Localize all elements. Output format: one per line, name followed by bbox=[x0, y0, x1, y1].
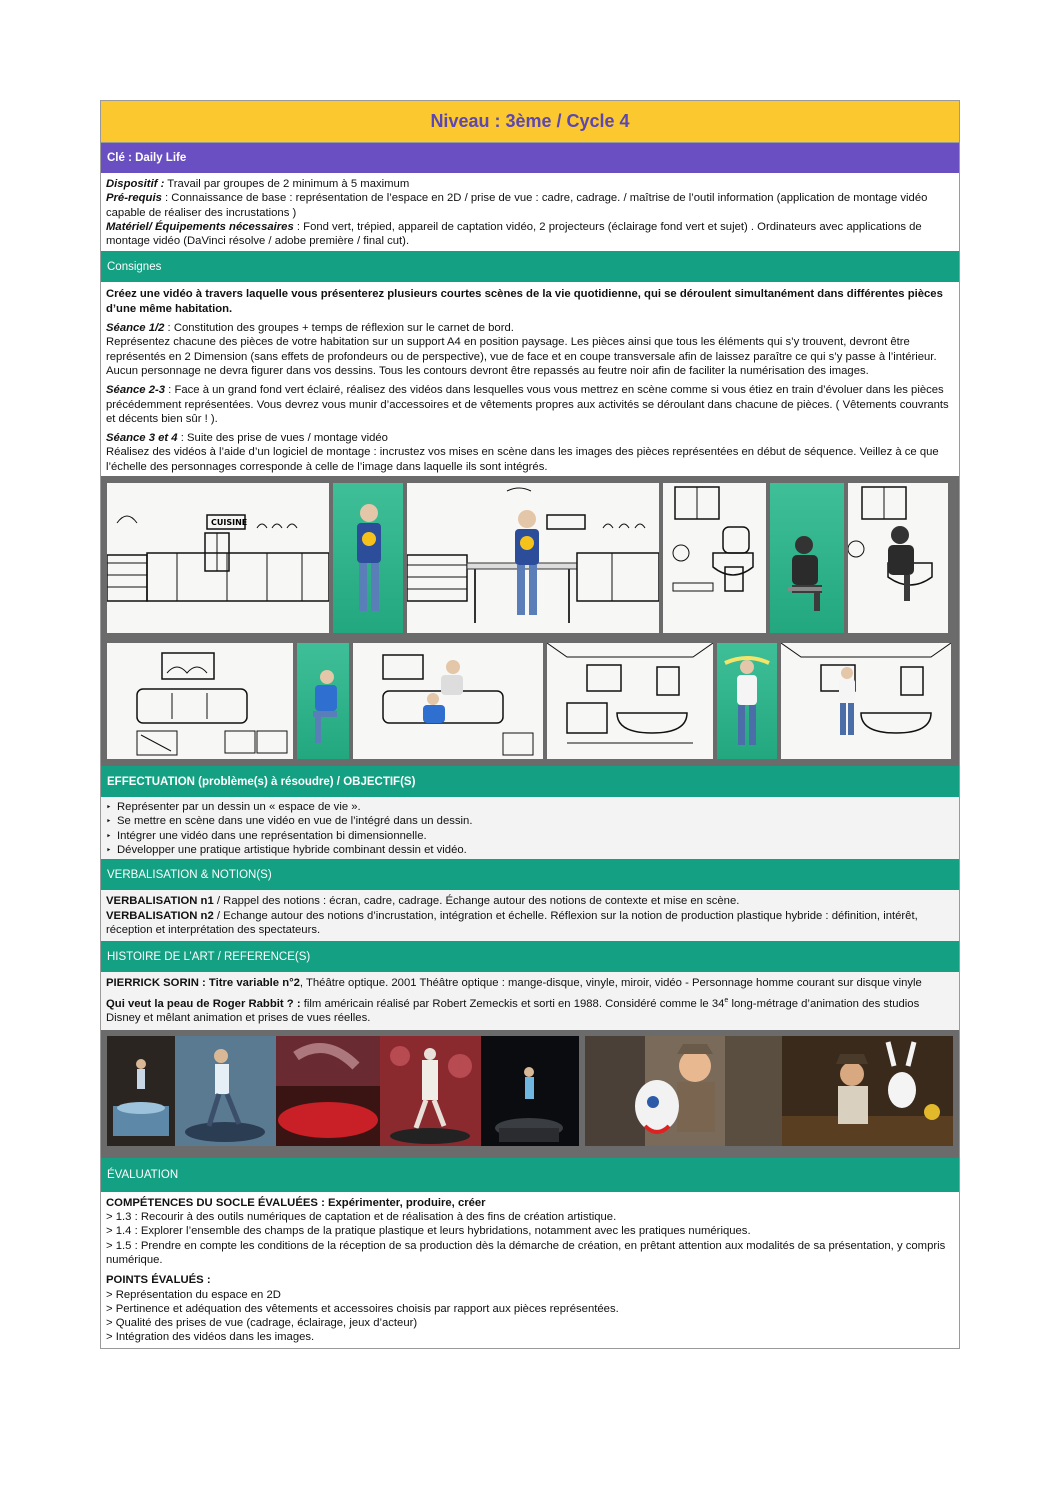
verbalisation-block bbox=[101, 890, 959, 941]
reference-sorin bbox=[106, 976, 954, 990]
seance-2-line bbox=[106, 383, 954, 426]
green-screen-photo bbox=[770, 483, 844, 633]
evaluation-bar: ÉVALUATION bbox=[101, 1158, 959, 1192]
reference-roger-rabbit bbox=[106, 994, 954, 1025]
list-item-text: Intégrer une vidéo dans une représentation bi dimensionnelle. bbox=[117, 829, 427, 842]
effectuation-bar: EFFECTUATION (problème(s) à résoudre) / OBJECTIF(S) bbox=[101, 766, 959, 797]
dispositif-label: Dispositif : bbox=[106, 178, 165, 190]
verbalisation-2-label: VERBALISATION n2 bbox=[106, 909, 214, 922]
verbalisation-1-text: / Rappel des notions : écran, cadre, cadrage. Échange autour des notions de contexte et mise en scène. bbox=[213, 895, 740, 908]
verbalisation-2 bbox=[106, 909, 954, 938]
competence-item: > 1.5 : Prendre en compte les conditions de la réception de sa production dès la démarche de création, en prêtant attention aux modalités de sa présentation, y compris numérique. bbox=[106, 1239, 946, 1266]
list-item-text: Représenter par un dessin un « espace de vie ». bbox=[117, 801, 361, 814]
verbalisation-1-label: VERBALISATION n1 bbox=[106, 895, 214, 908]
consignes-lead: Créez une vidéo à travers laquelle vous présenterez plusieurs courtes scènes de la vie quotidienne, qui se déroulent simultanément dans différentes pièces d’une même habitation. bbox=[106, 288, 943, 315]
roger-rabbit-still bbox=[585, 1036, 782, 1146]
histoire-block bbox=[101, 972, 959, 1030]
kitchen-sketch-image bbox=[107, 483, 329, 633]
reference-gallery bbox=[101, 1030, 959, 1158]
reference-roger-text-2: long-métrage d’animation des studios Disney et mêlant animation et prises de vues réelles. bbox=[106, 998, 920, 1025]
toilet-sketch-image bbox=[663, 483, 766, 633]
seance-1-body-2: Aucun personnage ne devra figurer dans vos dessins. Tous les contours devront être repassés au feutre noir afin de faciliter la numérisation des images. bbox=[106, 364, 869, 377]
evaluation-block bbox=[101, 1192, 959, 1348]
effectuation-list bbox=[101, 797, 959, 859]
prerequis-text: : Connaissance de base : représentation de l’espace en 2D / prise de vue : cadre, cadrage. / maîtrise de l’outil information (application de montage vidéo capable de réaliser des incrustations ) bbox=[106, 192, 928, 219]
competence-item: > 1.3 : Recourir à des outils numériques de captation et de réalisation à des fins de création artistique. bbox=[106, 1211, 617, 1224]
bathroom-composite-image bbox=[781, 643, 951, 759]
sorin-photo bbox=[276, 1036, 380, 1146]
points-title: POINTS ÉVALUÉS : bbox=[106, 1274, 211, 1287]
materiel-line bbox=[106, 220, 954, 249]
point-item: > Pertinence et adéquation des vêtements et accessoires choisis par rapport aux pièces représentées. bbox=[106, 1302, 619, 1315]
seance-2-label: Séance 2-3 bbox=[106, 384, 166, 397]
competences-title: COMPÉTENCES DU SOCLE ÉVALUÉES : Expérimenter, produire, créer bbox=[106, 1196, 486, 1209]
living-room-sketch-image bbox=[107, 643, 293, 759]
living-room-composite-image bbox=[353, 643, 543, 759]
reference-sorin-text: , Théâtre optique. 2001 Théâtre optique : mange-disque, vinyle, miroir, vidéo - Personnage homme courant sur disque vinyle bbox=[299, 977, 922, 990]
verbalisation-bar: VERBALISATION & NOTION(S) bbox=[101, 859, 959, 890]
seance-3-line bbox=[106, 431, 954, 445]
seance-3-body: Réalisez des vidéos à l’aide d’un logiciel de montage : incrustez vos mises en scène dans les images des pièces représentées en début de séquence. Veillez à ce que l’échelle des personnages corresponde à celle de l’image dans laquelle ils sont intégrés. bbox=[106, 446, 939, 473]
seance-3-text: : Suite des prise de vues / montage vidéo bbox=[177, 432, 388, 445]
sorin-photo bbox=[481, 1036, 579, 1146]
list-item bbox=[106, 829, 954, 843]
bullet-icon: ‣ bbox=[106, 816, 112, 827]
page-title: Niveau : 3ème / Cycle 4 bbox=[101, 101, 959, 143]
verbalisation-1 bbox=[106, 894, 954, 908]
dispositif-line bbox=[106, 177, 954, 191]
histoire-bar: HISTOIRE DE L’ART / REFERENCE(S) bbox=[101, 941, 959, 972]
materiel-label: Matériel/ Équipements nécessaires bbox=[106, 220, 294, 233]
kitchen-composite-image bbox=[407, 483, 659, 633]
sorin-photo bbox=[175, 1036, 277, 1146]
consignes-bar: Consignes bbox=[101, 251, 959, 282]
ordinal-sup: e bbox=[724, 997, 729, 1005]
consignes-block bbox=[101, 282, 959, 476]
seance-1-label: Séance 1/2 bbox=[106, 322, 165, 335]
verbalisation-2-text: / Echange autour des notions d’incrustation, intégration et échelle. Réflexion sur la notion de production plastique hybride : définition, intérêt, réception et interprétation des spectateurs. bbox=[106, 909, 918, 936]
sorin-photo bbox=[380, 1036, 482, 1146]
list-item bbox=[106, 814, 954, 828]
lesson-sheet bbox=[100, 100, 960, 1349]
reference-roger-label: Qui veut la peau de Roger Rabbit ? : bbox=[106, 998, 301, 1011]
list-item bbox=[106, 800, 954, 814]
reference-roger-text: film américain réalisé par Robert Zemeckis et sorti en 1988. Considéré comme le 34 bbox=[300, 998, 725, 1011]
point-item: > Qualité des prises de vue (cadrage, éclairage, jeux d’acteur) bbox=[106, 1317, 418, 1330]
reference-sorin-label: PIERRICK SORIN : Titre variable n°2 bbox=[106, 977, 300, 990]
kitchen-sign-text: CUISINE bbox=[211, 518, 248, 528]
roger-rabbit-still bbox=[782, 1036, 953, 1146]
bullet-icon: ‣ bbox=[106, 844, 112, 855]
list-item bbox=[106, 843, 954, 857]
point-item: > Représentation du espace en 2D bbox=[106, 1288, 281, 1301]
intro-block bbox=[101, 173, 959, 251]
green-screen-photo bbox=[333, 483, 403, 633]
point-item: > Intégration des vidéos dans les images. bbox=[106, 1331, 315, 1344]
seance-1-text: : Constitution des groupes + temps de réflexion sur le carnet de bord. bbox=[164, 322, 514, 335]
green-screen-photo bbox=[717, 643, 777, 759]
materiel-text: : Fond vert, trépied, appareil de captation vidéo, 2 projecteurs (éclairage fond vert et sujet) . Ordinateurs avec applications de montage vidéo (DaVinci résolve / adobe première / final cut). bbox=[106, 220, 922, 248]
seance-3-label: Séance 3 et 4 bbox=[106, 432, 178, 445]
bullet-icon: ‣ bbox=[106, 830, 112, 841]
competence-item: > 1.4 : Explorer l’ensemble des champs de la pratique plastique et leurs hybridations, notamment avec les pratiques numériques. bbox=[106, 1225, 751, 1238]
key-bar: Clé : Daily Life bbox=[101, 143, 959, 173]
prerequis-label: Pré-requis bbox=[106, 192, 162, 205]
list-item-text: Se mettre en scène dans une vidéo en vue de l’intégré dans un dessin. bbox=[117, 815, 473, 828]
bathroom-sketch-image bbox=[547, 643, 713, 759]
list-item-text: Développer une pratique artistique hybride combinant dessin et vidéo. bbox=[117, 843, 467, 856]
seance-1-line bbox=[106, 321, 954, 335]
dispositif-text: Travail par groupes de 2 minimum à 5 maximum bbox=[164, 178, 410, 190]
bullet-icon: ‣ bbox=[106, 802, 112, 813]
seance-2-text: : Face à un grand fond vert éclairé, réalisez des vidéos dans lesquelles vous vous mettrez en scène comme si vous étiez en train d’évoluer dans les pièces précédemment représentées. Vous devrez vous munir d’accessoires et de vêtements propres aux activités se déroulant dans chacune de pièces. ( Vêtements couvrants et décents bien sûr ! ). bbox=[106, 384, 949, 425]
toilet-composite-image bbox=[848, 483, 948, 633]
sorin-photo bbox=[107, 1036, 175, 1146]
prerequis-line bbox=[106, 191, 954, 220]
seance-1-body: Représentez chacune des pièces de votre habitation sur un support A4 en position paysage. Les pièces ainsi que tous les éléments qui s’y trouvent, devront être représentés en 2 Dimension (sans effets de profondeurs ou de perspective), vue de face et en coupe transversale afin de laissez paraître ce qui s’y passe à l’intérieur. bbox=[106, 336, 937, 363]
student-work-gallery bbox=[101, 476, 959, 766]
green-screen-photo bbox=[297, 643, 349, 759]
